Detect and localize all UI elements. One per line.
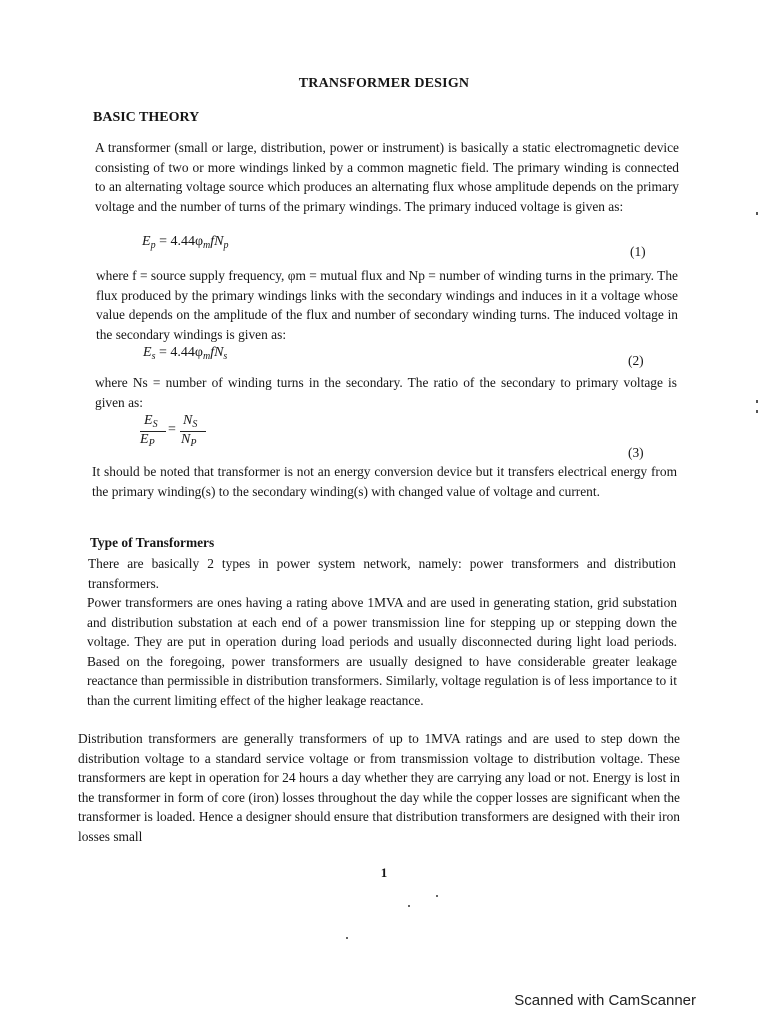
equation-3-equals: = bbox=[168, 422, 176, 437]
paragraph-types: There are basically 2 types in power system network, namely: power transformers and distribution transformers. bbox=[88, 556, 676, 591]
section-heading-types: Type of Transformers bbox=[90, 535, 215, 550]
equation-2: $E_s = 4.44\varphi_mfN_s$ bbox=[143, 345, 228, 362]
section-heading-basic-theory: BASIC THEORY bbox=[93, 110, 200, 125]
paragraph-intro: A transformer (small or large, distribution, power or instrument) is basically a static electromagnetic device consisting of two or more windings linked by a common magnetic field. The primary winding is connected to an alternating voltage source which produces an alternating flux whose amplitude depends on the primary voltage and the number of turns of the primary windings. The primary induced voltage is given as: bbox=[95, 140, 679, 214]
equation-3-numerator-left: $E_S$ bbox=[144, 413, 158, 430]
paragraph-energy-note: It should be noted that transformer is not an energy conversion device but it transfers electrical energy from the primary winding(s) to the secondary winding(s) with changed value of voltage and current. bbox=[92, 464, 677, 499]
equation-3-denominator-left: $E_P$ bbox=[140, 432, 155, 449]
equation-1: $E_p = 4.44\varphi_mfN_p$ bbox=[142, 234, 229, 251]
equation-1-number: (1) bbox=[630, 244, 646, 259]
equation-3-number: (3) bbox=[628, 445, 644, 460]
paragraph-ratio: where Ns = number of winding turns in the secondary. The ratio of the secondary to primary voltage is given as: bbox=[95, 375, 677, 410]
paragraph-power-transformers: Power transformers are ones having a rating above 1MVA and are used in generating station, grid substation and distribution substation at each end of a power transmission line for stepping up or stepping down the voltage. They are put in operation during load periods and usually disconnected during light load periods. Based on the foregoing, power transformers are usually designed to have considerable greater leakage reactance than permissible in distribution transformers. Similarly, voltage regulation is of less importance to it than the current limiting effect of the higher leakage reactance. bbox=[87, 595, 677, 708]
equation-3-denominator-right: $N_P$ bbox=[181, 432, 197, 449]
equation-2-number: (2) bbox=[628, 353, 644, 368]
page-number: 1 bbox=[380, 865, 388, 880]
equation-3-numerator-right: $N_S$ bbox=[183, 413, 198, 430]
camscanner-watermark: Scanned with CamScanner bbox=[514, 992, 696, 1009]
paragraph-distribution-transformers: Distribution transformers are generally transformers of up to 1MVA ratings and are used to step down the distribution voltage to a standard service voltage or from transmission voltage to distribution voltage. These transformers are kept in operation for 24 hours a day whether they are carrying any load or not. Energy is lost in the transformer in form of core (iron) losses throughout the day while the copper losses are significant when the transformer is loaded. Hence a designer should ensure that distribution transformers are designed with their iron losses small bbox=[78, 731, 680, 844]
document-title: TRANSFORMER DESIGN bbox=[298, 76, 470, 91]
paragraph-flux: where f = source supply frequency, φm = mutual flux and Np = number of winding turns in the primary. The flux produced by the primary windings links with the secondary windings and induces in it a voltage whose value depends on the amplitude of the flux and number of secondary winding turns. The induced voltage in the secondary windings is given as: bbox=[96, 268, 678, 342]
